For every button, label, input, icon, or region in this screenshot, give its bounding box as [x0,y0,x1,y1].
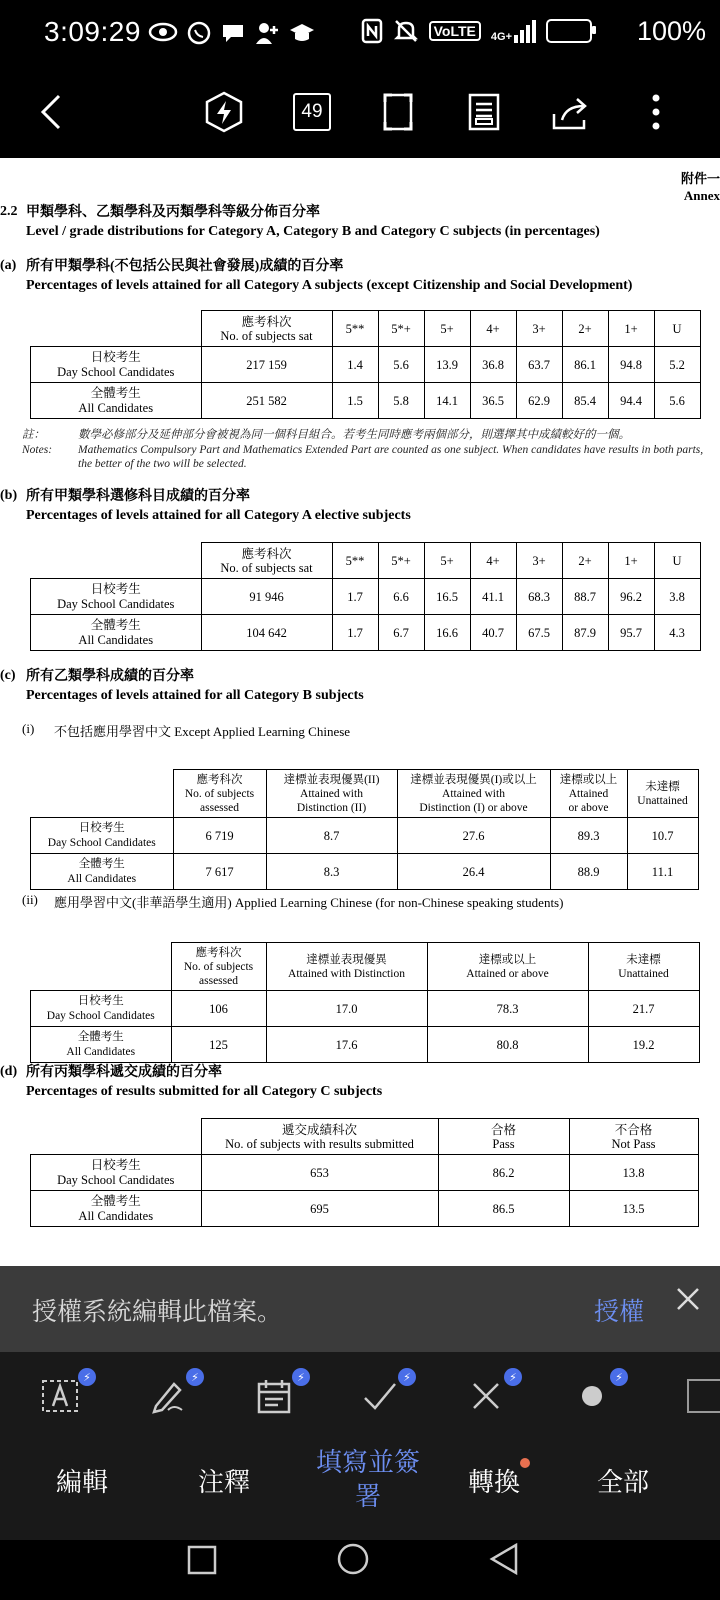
table-cell: 14.1 [424,383,470,419]
table-cell: 不合格 Not Pass [569,1119,698,1155]
table-cell: 1+ [608,311,654,347]
table-cell [31,770,174,818]
table-row [31,615,701,651]
close-icon [676,1287,700,1311]
subsection-c-i-text: 不包括應用學習中文 Except Applied Learning Chinese [54,724,351,739]
table-cell: 36.5 [470,383,516,419]
table-cell: 4+ [470,543,516,579]
page-count-button[interactable] [290,90,334,134]
authorization-banner [0,1266,720,1352]
table-c-i [30,769,699,890]
table-cell: 5*+ [378,311,424,347]
row-label-cell: 全體考生 All Candidates [31,383,202,419]
tab-annotate[interactable]: 注釋 [198,1468,251,1498]
table-cell: 5+ [424,543,470,579]
subsection-c-ii-text: 應用學習中文(非華語學生適用) Applied Learning Chinese (for non-Chinese speaking students) [54,895,564,910]
table-cell: 27.6 [397,818,550,854]
table-cell: 1.5 [332,383,378,419]
table-cell: 17.0 [266,991,427,1027]
row-label-cell: 全體考生 All Candidates [31,854,174,890]
section-title: 甲類學科、乙類學科及丙類學科等級分佈百分率 Level / grade distributions for Category A, Category B and Category C subjects (in percentages) [26,205,600,239]
table-cell: 應考科次 No. of subjects sat [201,311,332,347]
viewer-toolbar [0,70,720,158]
table-a [30,310,701,419]
table-cell: 40.7 [470,615,516,651]
back-arrow-icon [37,92,67,132]
nfc-icon [361,18,383,44]
table-cell: 1.7 [332,579,378,615]
table-cell: 5+ [424,311,470,347]
table-cell: 5*+ [378,543,424,579]
signature-tool[interactable] [146,1370,199,1418]
back-nav-button[interactable] [488,1542,520,1580]
table-cell: 17.6 [266,1027,427,1063]
table-cell: 91 946 [201,579,332,615]
table-cell: 6.7 [378,615,424,651]
banner-message: 授權系統編輯此檔案。 [32,1297,283,1326]
table-cell: 85.4 [562,383,608,419]
lightning-hexagon-icon [204,91,244,133]
pdf-page[interactable] [0,158,720,1266]
table-cell: 217 159 [201,347,332,383]
table-cell: 695 [201,1191,438,1227]
subsection-c-title: 所有乙類學科成績的百分率 Percentages of levels attained for all Category B subjects [26,669,364,703]
table-cell: 達標或以上 Attained or above [427,943,588,991]
table-cell: U [654,543,700,579]
more-button[interactable] [634,90,678,134]
recents-button[interactable] [186,1544,218,1580]
table-cell: 13.5 [569,1191,698,1227]
table-cell: 6 719 [173,818,266,854]
table-cell: 67.5 [516,615,562,651]
table-row [31,347,701,383]
subsection-d-title: 所有丙類學科遞交成績的百分率 Percentages of results submitted for all Category C subjects [26,1065,383,1099]
table-cell: 2+ [562,311,608,347]
system-nav-bar [0,1540,720,1600]
table-cell: 5** [332,311,378,347]
fullscreen-button[interactable] [376,90,420,134]
cross-mark-icon [466,1376,506,1416]
table-cell: 達標或以上 Attained or above [550,770,627,818]
table-row [31,854,699,890]
row-label-cell: 全體考生 All Candidates [31,1027,172,1063]
signal-icon: 4G+ [491,20,536,43]
table-cell: 3.8 [654,579,700,615]
table-row [31,1027,700,1063]
table-d [30,1118,699,1227]
table-cell: 63.7 [516,347,562,383]
row-label-cell: 日校考生 Day School Candidates [31,991,172,1027]
status-right-icons [361,18,592,44]
annex-label: 附件一 Annex [680,171,720,203]
table-cell: 8.7 [266,818,397,854]
dot-tool[interactable] [570,1370,623,1418]
reading-mode-icon [467,92,501,132]
subsection-a-label: (a) [0,258,17,273]
table-cell: 78.3 [427,991,588,1027]
table-cell: 8.3 [266,854,397,890]
premium-button[interactable] [202,90,246,134]
table-cell: 4+ [470,311,516,347]
table-cell: 5.8 [378,383,424,419]
premium-badge-icon: ⚡ [78,1368,96,1386]
table-cell: 10.7 [627,818,698,854]
table-cell: 125 [171,1027,266,1063]
table-cell [31,311,202,347]
volte-badge: VoLTE [429,21,481,41]
row-label-cell: 全體考生 All Candidates [31,1191,202,1227]
bottom-tab-bar [0,1440,720,1540]
table-cell: 36.8 [470,347,516,383]
table-cell [31,543,202,579]
close-banner-button[interactable] [676,1284,700,1319]
tab-all[interactable]: 全部 [597,1468,650,1498]
table-cell: 653 [201,1155,438,1191]
table-cell: 3+ [516,311,562,347]
battery-icon [546,19,592,43]
cross-tool[interactable] [464,1370,517,1418]
row-label-cell: 日校考生 Day School Candidates [31,579,202,615]
table-cell: 86.5 [438,1191,569,1227]
premium-badge-icon: ⚡ [504,1368,522,1386]
table-cell: 7 617 [173,854,266,890]
table-cell: 13.9 [424,347,470,383]
table-cell: 5** [332,543,378,579]
table-b [30,542,701,651]
table-cell: 80.8 [427,1027,588,1063]
table-cell: 95.7 [608,615,654,651]
table-cell: 21.7 [588,991,699,1027]
table-cell: 68.3 [516,579,562,615]
table-cell: 94.4 [608,383,654,419]
pen-sign-icon [148,1376,188,1416]
clock: 3:09:29 [44,16,141,47]
table-cell [31,943,172,991]
table-cell: 86.1 [562,347,608,383]
calendar-icon [254,1376,294,1416]
subsection-c-i-label: (i) [22,721,35,736]
table-cell: 2+ [562,543,608,579]
premium-badge-icon: ⚡ [292,1368,310,1386]
table-cell: 26.4 [397,854,550,890]
table-cell: 3+ [516,543,562,579]
table-cell: 88.9 [550,854,627,890]
table-cell: 104 642 [201,615,332,651]
row-label-cell: 日校考生 Day School Candidates [31,818,174,854]
circle-icon [336,1542,370,1576]
more-tools-partial[interactable] [680,1374,720,1418]
table-cell: 未達標 Unattained [627,770,698,818]
page-count: 49 [293,93,331,131]
back-button[interactable] [30,90,74,134]
reading-mode-button[interactable] [462,90,506,134]
table-cell: 5.6 [378,347,424,383]
table-cell: 5.6 [654,383,700,419]
table-cell: 251 582 [201,383,332,419]
table-cell: 89.3 [550,818,627,854]
table-cell: 94.8 [608,347,654,383]
notes-zh-label: 註： [22,429,45,441]
text-field-tool[interactable] [38,1370,91,1418]
table-cell: 未達標 Unattained [588,943,699,991]
table-row [31,579,701,615]
table-row [31,991,700,1027]
checkmark-tool[interactable] [358,1370,411,1418]
table-row [31,1191,699,1227]
table-cell: 遞交成績科次 No. of subjects with results submitted [201,1119,438,1155]
notes-zh: 數學必修部分及延伸部分會被視為同一個科目組合。若考生同時應考兩個部分，則選擇其中成績較好的一個。 [78,429,630,441]
triangle-back-icon [488,1542,520,1576]
user-add-icon [254,20,280,46]
notes-en-label: Notes: [22,444,53,456]
premium-badge-icon: ⚡ [610,1368,628,1386]
home-button[interactable] [336,1542,370,1580]
chat-icon [220,20,246,46]
subsection-a-title: 所有甲類學科(不包括公民與社會發展)成績的百分率 Percentages of levels attained for all Category A subjects (except Citizenship and Social Development) [26,259,633,293]
subsection-d-label: (d) [0,1064,18,1079]
authorize-link[interactable]: 授權 [594,1297,645,1326]
table-cell: 應考科次 No. of subjects assessed [173,770,266,818]
table-cell: 達標並表現優異(I)或以上 Attained with Distinction (I) or above [397,770,550,818]
table-cell: 86.2 [438,1155,569,1191]
table-cell: 合格 Pass [438,1119,569,1155]
fullscreen-icon [382,92,414,132]
subsection-b-label: (b) [0,488,18,503]
text-box-icon [40,1376,80,1416]
table-cell: 13.8 [569,1155,698,1191]
share-button[interactable] [548,90,592,134]
table-cell: 1.4 [332,347,378,383]
battery-percent: 100% [636,16,706,46]
row-label-cell: 全體考生 All Candidates [31,615,202,651]
share-icon [550,92,590,132]
table-cell: U [654,311,700,347]
notification-icons [148,20,316,46]
subsection-b-title: 所有甲類學科選修科目成績的百分率 Percentages of levels attained for all Category A elective subjects [26,489,411,523]
table-cell: 88.7 [562,579,608,615]
fill-sign-tools [0,1352,720,1440]
premium-badge-icon: ⚡ [398,1368,416,1386]
table-cell: 應考科次 No. of subjects sat [201,543,332,579]
table-row [31,383,701,419]
table-cell: 5.2 [654,347,700,383]
table-cell: 1+ [608,543,654,579]
table-cell: 19.2 [588,1027,699,1063]
table-cell: 16.5 [424,579,470,615]
row-label-cell: 日校考生 Day School Candidates [31,347,202,383]
square-icon [186,1544,218,1576]
subsection-c-label: (c) [0,668,16,683]
table-cell: 應考科次 No. of subjects assessed [171,943,266,991]
table-c-ii [30,942,700,1063]
eye-icon [148,20,178,44]
whatsapp-icon [186,20,212,46]
section-number: 2.2 [0,204,18,219]
tab-fill-sign[interactable]: 填寫並簽 署 [315,1448,420,1512]
graduation-icon [288,20,316,46]
table-cell: 106 [171,991,266,1027]
table-cell: 87.9 [562,615,608,651]
table-row [31,818,699,854]
table-cell: 41.1 [470,579,516,615]
mute-icon [393,18,419,44]
checkmark-icon [360,1376,400,1416]
row-label-cell: 日校考生 Day School Candidates [31,1155,202,1191]
notification-dot [520,1458,530,1468]
premium-badge-icon: ⚡ [186,1368,204,1386]
subsection-c-ii-label: (ii) [22,892,38,907]
table-cell: 1.7 [332,615,378,651]
status-bar [0,0,720,70]
table-cell: 11.1 [627,854,698,890]
table-cell: 62.9 [516,383,562,419]
table-cell [31,1119,202,1155]
more-vertical-icon [650,92,662,132]
table-cell: 6.6 [378,579,424,615]
date-tool[interactable] [252,1370,305,1418]
table-cell: 16.6 [424,615,470,651]
table-cell: 達標並表現優異 Attained with Distinction [266,943,427,991]
rectangle-tool-icon [680,1376,720,1416]
notes-en: Mathematics Compulsory Part and Mathematics Extended Part are counted as one subject. When candidates have results in both parts, the better of the two will be selected. [78,444,704,470]
tab-convert[interactable]: 轉換 [468,1468,521,1498]
table-cell: 96.2 [608,579,654,615]
table-row [31,1155,699,1191]
table-cell: 達標並表現優異(II) Attained with Distinction (II) [266,770,397,818]
table-cell: 4.3 [654,615,700,651]
dot-icon [572,1376,612,1416]
tab-edit[interactable]: 編輯 [56,1468,109,1498]
